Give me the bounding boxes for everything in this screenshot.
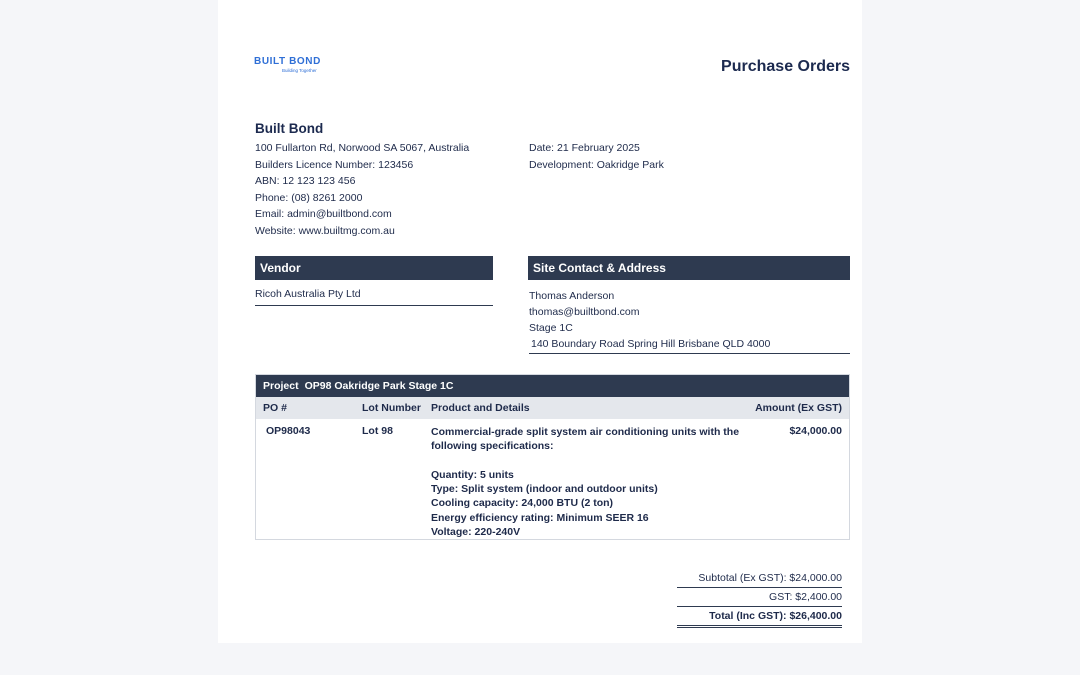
company-name: Built Bond bbox=[255, 121, 324, 136]
grand-total: Total (Inc GST): $26,400.00 bbox=[677, 608, 842, 628]
product-details bbox=[431, 425, 751, 539]
order-meta bbox=[529, 140, 664, 173]
company-licence: Builders Licence Number: 123456 bbox=[255, 158, 414, 171]
company-abn: ABN: 12 123 123 456 bbox=[255, 175, 356, 187]
project-header bbox=[256, 375, 849, 397]
column-header-product: Product and Details bbox=[431, 402, 530, 414]
purchase-order-page bbox=[218, 0, 862, 643]
site-stage: Stage 1C bbox=[529, 322, 573, 334]
table-header-row bbox=[256, 397, 849, 419]
product-description-line-1: Commercial-grade split system air conditioning units with the bbox=[431, 426, 740, 438]
site-contact-details bbox=[529, 288, 850, 354]
spec-type: Type: Split system (indoor and outdoor units) bbox=[431, 483, 658, 496]
document-title: Purchase Orders bbox=[721, 58, 850, 75]
column-header-amount: Amount (Ex GST) bbox=[755, 402, 842, 414]
project-table bbox=[255, 374, 850, 540]
line-amount: $24,000.00 bbox=[789, 425, 842, 437]
spec-cooling: Cooling capacity: 24,000 BTU (2 ton) bbox=[431, 497, 614, 510]
vendor-name: Ricoh Australia Pty Ltd bbox=[255, 288, 493, 306]
logo-tagline: Building Together bbox=[282, 68, 317, 73]
spec-efficiency: Energy efficiency rating: Minimum SEER 16 bbox=[431, 511, 649, 524]
company-address: 100 Fullarton Rd, Norwood SA 5067, Australia bbox=[255, 142, 470, 154]
vendor-heading: Vendor bbox=[255, 256, 493, 280]
site-contact-name: Thomas Anderson bbox=[529, 290, 615, 302]
order-date: Date: 21 February 2025 bbox=[529, 142, 640, 154]
project-name: OP98 Oakridge Park Stage 1C bbox=[304, 380, 454, 392]
lot-number: Lot 98 bbox=[362, 425, 393, 437]
column-header-lot: Lot Number bbox=[362, 402, 421, 414]
company-phone: Phone: (08) 8261 2000 bbox=[255, 191, 363, 204]
column-header-po: PO # bbox=[263, 402, 287, 414]
gst-amount: GST: $2,400.00 bbox=[677, 589, 842, 607]
spec-voltage: Voltage: 220-240V bbox=[431, 526, 521, 539]
order-development: Development: Oakridge Park bbox=[529, 158, 664, 171]
totals-block bbox=[677, 570, 842, 629]
logo-wordmark: BUILT BOND bbox=[254, 56, 321, 67]
po-number: OP98043 bbox=[266, 425, 311, 437]
company-details bbox=[255, 140, 469, 239]
subtotal: Subtotal (Ex GST): $24,000.00 bbox=[677, 570, 842, 588]
company-logo bbox=[254, 56, 324, 78]
site-contact-heading: Site Contact & Address bbox=[528, 256, 850, 280]
company-website: Website: www.builtmg.com.au bbox=[255, 224, 395, 237]
spec-quantity: Quantity: 5 units bbox=[431, 468, 514, 481]
company-email: Email: admin@builtbond.com bbox=[255, 208, 392, 220]
product-description-line-2: following specifications: bbox=[431, 440, 554, 453]
project-label: Project bbox=[263, 380, 299, 392]
site-address: 140 Boundary Road Spring Hill Brisbane QLD 4000 bbox=[529, 336, 850, 354]
site-contact-email: thomas@builtbond.com bbox=[529, 306, 640, 318]
